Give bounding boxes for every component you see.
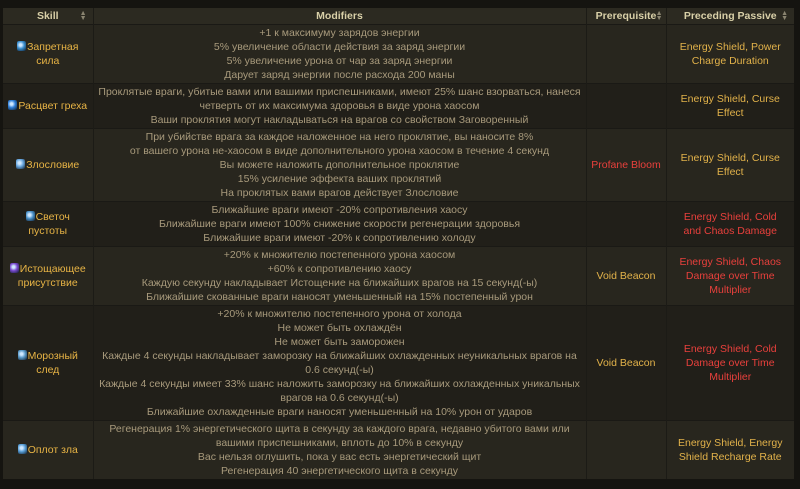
preceding-passive: Energy Shield, Energy Shield Recharge Rate — [678, 437, 783, 463]
sort-icon[interactable]: ▲ ▼ — [79, 10, 87, 22]
skill-cell — [3, 25, 93, 84]
skill-cell — [3, 247, 93, 306]
preceding-passive: Energy Shield, Power Charge Duration — [679, 41, 781, 67]
prerequisite-link[interactable]: Void Beacon — [596, 270, 656, 282]
modifier-line: +1 к максимуму зарядов энергии — [259, 27, 420, 39]
modifier-line: +20% к множителю постепенного урона от холода — [217, 308, 462, 320]
modifiers-cell — [93, 421, 586, 480]
bastion-of-evil-icon — [18, 444, 27, 454]
modifiers-cell — [93, 202, 586, 247]
skill-name[interactable]: Запретная сила — [27, 41, 79, 67]
modifier-line: +60% к сопротивлению хаосу — [267, 263, 412, 275]
modifier-line: При убийстве врага за каждое наложенное на него проклятие, вы наносите 8% — [145, 131, 534, 143]
profane-bloom-icon — [8, 100, 17, 110]
column-header-modifiers[interactable]: Modifiers — [93, 8, 586, 25]
prerequisite-cell — [586, 129, 666, 202]
preceding-passive: Energy Shield, Curse Effect — [680, 152, 780, 178]
table-row — [3, 247, 794, 306]
preceding-passive-cell — [666, 306, 794, 421]
modifier-line: Не может быть заморожен — [274, 336, 405, 348]
modifier-line: от вашего урона не-хаосом в виде дополнительного урона хаосом в течение 4 секунд — [129, 145, 550, 157]
prerequisite-link[interactable]: Profane Bloom — [591, 159, 661, 171]
modifier-line: Дарует заряд энергии после расхода 200 маны — [224, 69, 455, 81]
prerequisite-cell — [586, 306, 666, 421]
skill-cell — [3, 129, 93, 202]
column-header-skill[interactable]: Skill ▲ ▼ — [3, 8, 93, 25]
skill-name[interactable]: Истощающее присутствие — [17, 263, 86, 289]
preceding-passive: Energy Shield, Cold Damage over Time Multiplier — [683, 343, 777, 383]
frigid-wake-icon — [18, 350, 27, 360]
modifier-line: Каждые 4 секунды накладывает заморозку на ближайших охлажденных неуникальных врагов на 0.6 секунд(-ы) — [102, 350, 577, 376]
preceding-passive: Energy Shield, Cold and Chaos Damage — [683, 211, 777, 237]
modifiers-cell — [93, 25, 586, 84]
table-header — [3, 8, 794, 25]
prerequisite-cell — [586, 25, 666, 84]
table-row — [3, 421, 794, 480]
skill-cell — [3, 306, 93, 421]
skill-name[interactable]: Светоч пустоты — [28, 211, 70, 237]
forbidden-power-icon — [17, 41, 26, 51]
prerequisite-cell — [586, 421, 666, 480]
modifier-line: Ближайшие скованные враги наносят уменьшенный на 15% постепенный урон — [146, 291, 533, 303]
modifier-line: Вы можете наложить дополнительное проклятие — [219, 159, 460, 171]
column-header-prerequisite[interactable]: Prerequisite ▲ ▼ — [586, 8, 666, 25]
modifier-line: Проклятые враги, убитые вами или вашими приспешниками, имеют 25% шанс взорваться, нанеся — [98, 86, 581, 98]
preceding-passive: Energy Shield, Curse Effect — [680, 93, 780, 119]
modifier-line: Регенерация 40 энергетического щита в секунду — [221, 465, 458, 477]
skill-name[interactable]: Злословие — [26, 159, 80, 171]
modifiers-cell — [93, 247, 586, 306]
modifier-line: Ближайшие враги имеют 100% снижение скорости регенерации здоровья — [158, 218, 521, 230]
modifier-line: Не может быть охлаждён — [277, 322, 402, 334]
withering-presence-icon — [10, 263, 19, 273]
modifier-line: Ближайшие охлажденные враги наносят уменьшенный на 10% урон от ударов — [146, 406, 533, 418]
modifier-line: 5% увеличение области действия за заряд энергии — [213, 41, 466, 53]
sort-icon[interactable]: ▲ ▼ — [781, 10, 788, 22]
skill-cell — [3, 421, 93, 480]
prerequisite-link[interactable]: Void Beacon — [596, 357, 656, 369]
modifier-line: Каждую секунду накладывает Истощение на ближайших врагов на 15 секунд(-ы) — [141, 277, 538, 289]
prerequisite-cell — [586, 84, 666, 129]
modifier-line: Регенерация 1% энергетического щита в секунду за каждого врага, недавно убитого вами или вашими приспешниками, вплоть до 10% в секунду — [109, 423, 570, 449]
table-row — [3, 84, 794, 129]
void-beacon-icon — [26, 211, 35, 221]
prerequisite-cell — [586, 202, 666, 247]
prerequisite-cell — [586, 247, 666, 306]
modifier-line: Вас нельзя оглушить, пока у вас есть энергетический щит — [197, 451, 482, 463]
preceding-passive-cell — [666, 84, 794, 129]
preceding-passive-cell — [666, 421, 794, 480]
modifier-line: четверть от их максимума здоровья в виде урона хаосом — [199, 100, 480, 112]
skill-cell — [3, 84, 93, 129]
table-row — [3, 202, 794, 247]
preceding-passive-cell — [666, 247, 794, 306]
skill-name[interactable]: Оплот зла — [27, 444, 78, 456]
skill-cell — [3, 202, 93, 247]
skills-table — [3, 8, 794, 479]
skill-name[interactable]: Расцвет греха — [18, 100, 88, 112]
modifiers-cell — [93, 84, 586, 129]
sort-icon[interactable]: ▲ ▼ — [655, 10, 663, 22]
modifier-line: Ближайшие враги имеют -20% к сопротивлению холоду — [203, 232, 476, 244]
preceding-passive-cell — [666, 129, 794, 202]
modifier-line: Ближайшие враги имеют -20% сопротивления хаосу — [211, 204, 468, 216]
modifiers-cell — [93, 129, 586, 202]
modifiers-cell — [93, 306, 586, 421]
malediction-icon — [16, 159, 25, 169]
table-row — [3, 129, 794, 202]
preceding-passive-cell — [666, 25, 794, 84]
modifier-line: Каждые 4 секунды имеет 33% шанс наложить заморозку на ближайших охлажденных уникальных врагов на 0.6 секунд(-ы) — [99, 378, 580, 404]
modifier-line: +20% к множителю постепенного урона хаосом — [223, 249, 456, 261]
table-row — [3, 306, 794, 421]
column-header-preceding-passive[interactable]: Preceding Passive ▲ ▼ — [666, 8, 794, 25]
table-row — [3, 25, 794, 84]
modifier-line: 15% усиление эффекта ваших проклятий — [237, 173, 442, 185]
preceding-passive: Energy Shield, Chaos Damage over Time Multiplier — [679, 256, 782, 296]
preceding-passive-cell — [666, 202, 794, 247]
modifier-line: 5% увеличение урона от чар за заряд энергии — [226, 55, 453, 67]
modifier-line: Ваши проклятия могут накладываться на врагов со свойством Заговоренный — [150, 114, 529, 126]
skill-name[interactable]: Морозный след — [27, 350, 78, 376]
modifier-line: На проклятых вами врагов действует Злословие — [220, 187, 459, 199]
